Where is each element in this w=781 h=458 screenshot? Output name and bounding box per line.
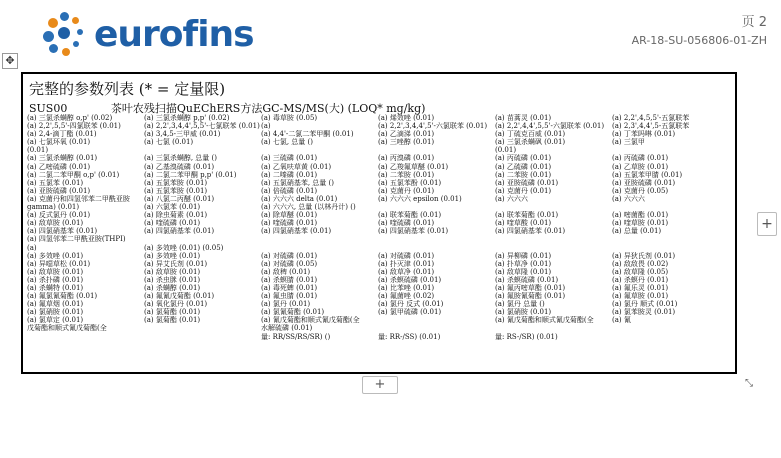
table-cell xyxy=(495,324,612,332)
table-cell: (a) 二氯二苯甲酮 p,p' (0.01) xyxy=(144,170,237,179)
table-cell: (a) 六氯苯 (0.01) xyxy=(144,203,201,212)
table-cell: (a) 敌敌畏 (0.02) xyxy=(612,259,669,268)
table-cell: (a) 氟草胺 (0.01) xyxy=(612,292,669,301)
table-cell: (a) 三氯杀螨醇 p,p' (0.02) xyxy=(144,114,230,122)
table-cell: (a) 二苯胺 (0.01) xyxy=(378,170,435,179)
table-cell: (a) 五氯苯胺 (0.01) xyxy=(144,186,208,195)
table-cell: (a) 三氯杀螨醇 (0.01) xyxy=(27,154,98,163)
table-cell: (a) 杀螟腈 (0.01) xyxy=(261,275,318,284)
table-row xyxy=(27,130,733,138)
table-cell: (a) 七氯环氧 (0.01) xyxy=(27,138,91,147)
table-cell xyxy=(144,146,261,154)
table-cell: (a) xyxy=(27,243,37,252)
table-cell: (a) 五氯硝基苯, 总量 () xyxy=(261,178,334,187)
table-row xyxy=(27,284,733,292)
table-cell: (a) 四氢邻苯二甲酰亚胺(THPI) xyxy=(27,235,126,244)
table-cell: (a) 氯菊酯 (0.01) xyxy=(144,316,201,325)
table-cell: (a) 2,2',3,4,4',5,5'-七氯联苯 (0.01) xyxy=(144,122,260,131)
table-cell: (a) 多效唑 (0.01) xyxy=(27,251,84,260)
table-cell: (a) 氟氰戊菊酯 (0.01) xyxy=(144,292,215,301)
table-cell: (a) 氯丹 反式 (0.01) xyxy=(378,300,444,309)
page-number: 页 2 xyxy=(741,15,767,30)
table-cell xyxy=(144,324,261,332)
table-row xyxy=(27,292,733,300)
eurofins-wordmark: eurofins xyxy=(94,13,254,55)
table-row xyxy=(27,171,733,179)
table-cell: 戊菊酯和顺式氰戊菊酯(全 xyxy=(27,324,107,333)
table-cell: (a) 除虫菊素 (0.01) xyxy=(144,211,208,220)
table-row xyxy=(27,276,733,284)
table-cell: (a) 氯苯胺灵 (0.01) xyxy=(612,308,676,317)
resize-handle-icon[interactable]: ⤡ xyxy=(745,378,753,389)
table-cell: (a) 杀虫脒 (0.01) xyxy=(144,275,201,284)
table-cell: (a) 氰戊菊酯和顺式氰戊菊酯(全 xyxy=(495,316,594,325)
table-cell: 量: RS-/SR) (0.01) xyxy=(495,332,558,341)
table-cell: (a) 三氯杀螨醇, 总量 () xyxy=(144,154,217,163)
table-cell: (a) 敌草胺 (0.01) xyxy=(27,219,84,228)
table-cell: (a) 八氯二丙醚 (0.01) xyxy=(144,194,215,203)
table-cell: (a) 异噁草松 (0.01) xyxy=(27,259,91,268)
table-cell: (a) 氟菌唑 (0.02) xyxy=(378,292,435,301)
table-cell: (a) 喹草酸 (0.01) xyxy=(495,219,552,228)
table-row xyxy=(27,138,733,146)
table-row xyxy=(27,268,733,276)
table-cell: (a) 异狄氏剂 (0.01) xyxy=(612,251,676,260)
table-cell xyxy=(495,235,612,243)
table-cell: (a) 异柳磷 (0.01) xyxy=(495,251,552,260)
table-cell xyxy=(378,324,495,332)
table-cell: gamma) (0.01) xyxy=(27,203,80,212)
table-cell xyxy=(612,203,729,211)
table-row xyxy=(27,324,733,332)
table-row xyxy=(27,114,733,122)
table-cell: (a) 喹硫磷 (0.01) xyxy=(261,219,318,228)
table-cell: (a) 亚胺硫磷 (0.01) xyxy=(495,178,559,187)
table-row xyxy=(27,260,733,268)
table-cell: (a) 反式氯丹 (0.01) xyxy=(27,211,91,220)
table-cell: (a) 氟胺氰菊酯 (0.01) xyxy=(495,292,566,301)
table-cell: (a) 亚胺硫磷 (0.01) xyxy=(612,178,676,187)
eurofins-logo xyxy=(40,10,254,58)
table-cell: (a) 亚胺硫磷 (0.01) xyxy=(27,186,91,195)
table-cell xyxy=(612,235,729,243)
table-cell: (a) 杀螨特 (0.01) xyxy=(27,283,84,292)
table-cell: (a) 三氯杀螨醇 o,p' (0.02) xyxy=(27,114,113,122)
table-cell: (a) 乙滴涕 (0.01) xyxy=(378,130,435,139)
table-cell: (a) 2,2',5,5'-四氯联苯 (0.01) xyxy=(27,122,121,131)
table-cell: (a) 二氯二苯甲酮 o,p' (0.01) xyxy=(27,170,120,179)
table-cell: (a) 杀螟硫磷 (0.01) xyxy=(378,275,442,284)
table-cell: (a) 克菌丹 (0.05) xyxy=(612,186,669,195)
table-cell: (a) 氯丹 顺式 (0.01) xyxy=(612,300,678,309)
table-cell xyxy=(612,324,729,332)
table-row xyxy=(27,219,733,227)
table-cell: (a) 七氯, 总量 () xyxy=(261,138,313,147)
table-cell: (a) 联苯菊酯 (0.01) xyxy=(495,211,559,220)
table-cell xyxy=(612,333,729,341)
parameter-grid xyxy=(27,114,733,341)
eurofins-logo-mark-icon xyxy=(40,10,88,58)
table-cell: (a) 3,4,5-三甲威 (0.01) xyxy=(144,130,221,139)
table-cell: (a) 氯氰菊酯 (0.01) xyxy=(261,308,325,317)
table-cell: (a) 乙嘧硫磷 (0.01) xyxy=(27,162,91,171)
table-row xyxy=(27,244,733,252)
parameter-table-frame xyxy=(21,72,737,374)
table-cell: (a) 五氯苯 (0.01) xyxy=(27,178,84,187)
table-cell: (a) 二嗪磷 (0.01) xyxy=(261,170,318,179)
table-cell: (a) 杀螟硫磷 (0.01) xyxy=(495,275,559,284)
table-row xyxy=(27,154,733,162)
table-cell: (a) 克菌丹 (0.01) xyxy=(495,186,552,195)
table-cell: (a) 五氯苯胺 (0.01) xyxy=(144,178,208,187)
table-cell: (a) 乙草胺 (0.01) xyxy=(612,162,669,171)
table-cell: (a) 氯硝胺 (0.01) xyxy=(495,308,552,317)
table-cell: (a) 敌草胺 (0.01) xyxy=(27,267,84,276)
table-cell: (a) 苗蒿灵 (0.01) xyxy=(495,114,552,122)
table-cell: (a) 敌稗 (0.01) xyxy=(261,267,311,276)
table-cell: (a) 烯效唑 (0.01) xyxy=(378,114,435,122)
add-row-button[interactable]: + xyxy=(362,376,398,394)
table-cell: (a) xyxy=(261,122,271,131)
table-cell: (a) 氯硝胺 (0.01) xyxy=(27,308,84,317)
table-cell xyxy=(261,244,378,252)
table-cell: (a) 氟草烟 (0.01) xyxy=(27,300,84,309)
table-row xyxy=(27,300,733,308)
table-cell: (a) 氯甲硫磷 (0.01) xyxy=(378,308,442,317)
table-cell: (a) 氯草定 (0.01) xyxy=(27,316,84,325)
table-row xyxy=(27,252,733,260)
table-cell: (a) 联苯菊酯 (0.01) xyxy=(378,211,442,220)
table-cell xyxy=(144,235,261,243)
table-cell: (a) 氟丙嘧草酯 (0.01) xyxy=(495,283,566,292)
table-cell: (a) 比苯唑 (0.01) xyxy=(378,283,435,292)
add-column-button[interactable]: + xyxy=(757,212,777,236)
table-cell: (a) 乙氧呋草黄 (0.01) xyxy=(261,162,332,171)
table-cell xyxy=(612,146,729,154)
table-cell: (a) 喹硫磷 (0.01) xyxy=(378,219,435,228)
table-cell: (0.01) xyxy=(495,146,517,155)
table-cell: (a) 三唑醇 (0.01) xyxy=(378,138,435,147)
table-cell xyxy=(378,203,495,211)
table-cell: (a) 克菌丹 (0.01) xyxy=(378,186,435,195)
table-row xyxy=(27,211,733,219)
table-cell: (a) 氯丹 总量 () xyxy=(495,300,545,309)
table-cell: (a) 杀螟丹 (0.01) xyxy=(612,275,669,284)
table-cell xyxy=(27,333,144,341)
table-cell: (a) 氧化氯丹 (0.01) xyxy=(144,300,208,309)
table-cell: (a) 氟虫腈 (0.01) xyxy=(261,292,318,301)
table-cell xyxy=(378,244,495,252)
table-cell xyxy=(261,235,378,243)
table-row xyxy=(27,195,733,203)
table-cell: (a) 氟氯氰菊酯 (0.01) xyxy=(27,292,98,301)
table-cell: (a) 杀螨醇 (0.01) xyxy=(144,283,201,292)
table-cell: (a) 异艾氏剂 (0.01) xyxy=(144,259,208,268)
method-code: SUS00 xyxy=(29,102,68,115)
table-cell: (a) 2,4-滴丁酯 (0.01) xyxy=(27,130,97,139)
table-cell: (a) 扑灭津 (0.01) xyxy=(378,259,435,268)
table-cell: (a) 敌草隆 (0.01) xyxy=(495,267,552,276)
table-cell: (a) 对硫磷 (0.01) xyxy=(261,251,318,260)
table-cell: (a) 2,2',4,5,5'-五氯联苯 xyxy=(612,114,690,122)
table-cell: (a) 丁苯吗啉 (0.01) xyxy=(612,130,676,139)
table-cell: (a) 四氯硝基苯 (0.01) xyxy=(378,227,449,236)
table-cell: (a) 除草醚 (0.01) xyxy=(261,211,318,220)
page-header-info xyxy=(632,14,767,50)
table-cell: (a) 四氯硝基苯 (0.01) xyxy=(27,227,98,236)
table-cell: (a) 对硫磷 (0.01) xyxy=(378,251,435,260)
move-handle-icon[interactable]: ✥ xyxy=(2,53,18,69)
table-cell: 量: RR/SS/RS/SR) () xyxy=(261,332,331,341)
table-cell: (a) 六六六 epsilon (0.01) xyxy=(378,194,462,203)
table-cell: (a) 喹草胺 (0.01) xyxy=(612,219,669,228)
table-cell: (a) 喹硫磷 (0.01) xyxy=(144,219,201,228)
table-cell: (a) 毒死蜱 (0.01) xyxy=(261,283,318,292)
table-cell xyxy=(261,146,378,154)
table-cell: (a) 2,2',4,4',5,5'-六氯联苯 (0.01) xyxy=(495,122,605,131)
table-cell: (a) 三氯杀螨砜 (0.01) xyxy=(495,138,566,147)
table-cell: (a) 丙硫磷 (0.01) xyxy=(495,154,552,163)
table-cell xyxy=(495,244,612,252)
table-row xyxy=(27,235,733,243)
table-cell: (a) 六六六, 总量 (以林丹计) () xyxy=(261,203,356,212)
table-cell: 量: RR-/SS) (0.01) xyxy=(378,332,441,341)
table-cell: (a) 乙羧氟草醚 (0.01) xyxy=(378,162,449,171)
table-row xyxy=(27,308,733,316)
table-cell: (a) 4,4'-二氯二苯甲酮 (0.01) xyxy=(261,130,354,139)
table-cell: (a) 六六六 delta (0.01) xyxy=(261,194,338,203)
table-cell: (a) 丙硫磷 (0.01) xyxy=(612,154,669,163)
table-cell xyxy=(378,316,495,324)
table-cell: (a) 氯丹 (0.01) xyxy=(261,300,311,309)
table-row xyxy=(27,227,733,235)
table-cell: (a) 五氯苯酚 (0.01) xyxy=(378,178,442,187)
table-cell: (a) 对硫磷 (0.05) xyxy=(261,259,318,268)
table-cell: (a) 七氯 (0.01) xyxy=(144,138,194,147)
table-row xyxy=(27,179,733,187)
table-cell: (a) 丙溴磷 (0.01) xyxy=(378,154,435,163)
report-id: AR-18-SU-056806-01-ZH xyxy=(631,34,767,47)
table-cell xyxy=(495,203,612,211)
table-cell: (a) 氰戊菊酯和顺式氰戊菊酯(全 xyxy=(261,316,360,325)
table-cell: (a) 氯菊酯 (0.01) xyxy=(144,308,201,317)
table-row xyxy=(27,333,733,341)
table-cell: (a) 敌草净 (0.01) xyxy=(378,267,435,276)
table-cell: (a) 杀扑磷 (0.01) xyxy=(27,275,84,284)
table-cell: (a) 四氯硝基苯 (0.01) xyxy=(144,227,215,236)
table-cell: (a) 氟乐灵 (0.01) xyxy=(612,283,669,292)
table-row xyxy=(27,146,733,154)
table-cell: (a) 丁硫克百威 (0.01) xyxy=(495,130,566,139)
table-cell: (a) 六六六 xyxy=(495,194,528,203)
table-cell: (a) 嘧菌酯 (0.01) xyxy=(612,211,669,220)
method-name: 茶叶农残扫描QuEChERS方法GC-MS/MS(大) (LOQ* mg/kg) xyxy=(110,102,426,115)
table-row xyxy=(27,187,733,195)
table-cell: (a) 多效唑 (0.01) xyxy=(144,251,201,260)
table-cell: (a) 敌草隆 (0.05) xyxy=(612,267,669,276)
table-row xyxy=(27,163,733,171)
table-cell: (a) 氰 xyxy=(612,316,631,325)
table-cell: (a) 扑草净 (0.01) xyxy=(495,259,552,268)
table-cell: (a) 四氯硝基苯 (0.01) xyxy=(261,227,332,236)
table-row xyxy=(27,203,733,211)
table-cell: (a) 2,3',4,4',5-五氯联苯 xyxy=(612,122,690,131)
table-cell xyxy=(378,146,495,154)
table-cell: (a) 乙基溴硫磷 (0.01) xyxy=(144,162,215,171)
table-title: 完整的参数列表 (* = 定量限) xyxy=(29,80,226,98)
table-cell: 水解硫磷 (0.01) xyxy=(261,324,313,333)
table-cell: (a) 六六六 xyxy=(612,194,645,203)
table-row xyxy=(27,316,733,324)
table-cell: (a) 克菌丹和四氢邻苯二甲酰亚胺 xyxy=(27,194,130,203)
table-cell: (a) 敌草胺 (0.01) xyxy=(144,267,201,276)
table-cell: (a) 乙硫磷 (0.01) xyxy=(495,162,552,171)
table-cell: (a) 2,2',3,4,4',5'-六氯联苯 (0.01) xyxy=(378,122,488,131)
table-cell: (a) 三氯甲 xyxy=(612,138,645,147)
table-cell: (a) 四氯硝基苯 (0.01) xyxy=(495,227,566,236)
table-cell: (a) 五氯苯甲腈 (0.01) xyxy=(612,170,683,179)
table-cell: (a) 毒草胺 (0.05) xyxy=(261,114,318,122)
table-cell: (a) 倍硫磷 (0.01) xyxy=(261,186,318,195)
table-cell xyxy=(144,333,261,341)
table-cell: (0.01) xyxy=(27,146,49,155)
table-cell: (a) 多效唑 (0.01) (0.05) xyxy=(144,243,224,252)
table-cell: (a) 二苯胺 (0.01) xyxy=(495,170,552,179)
table-cell xyxy=(378,235,495,243)
table-cell: (a) 三硫磷 (0.01) xyxy=(261,154,318,163)
table-cell xyxy=(612,244,729,252)
table-cell: (a) 总量 (0.01) xyxy=(612,227,662,236)
table-row xyxy=(27,122,733,130)
